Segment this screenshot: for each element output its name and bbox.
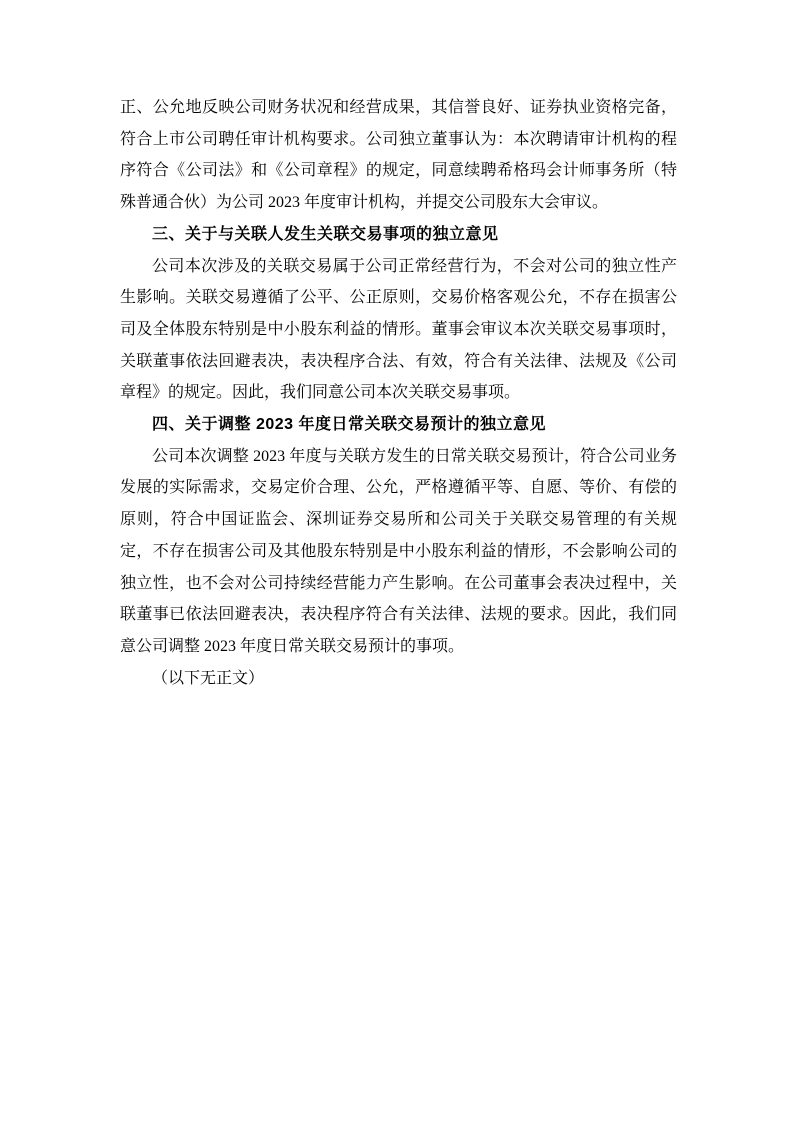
document-body — [120, 92, 677, 694]
paragraph-audit-opinion-continuation: 正、公允地反映公司财务状况和经营成果，其信誉良好、证券执业资格完备，符合上市公司聘任审计机构要求。公司独立董事认为：本次聘请审计机构的程序符合《公司法》和《公司章程》的规定，同意续聘希格玛会计师事务所（特殊普通合伙）为公司 2023 年度审计机构，并提交公司股东大会审议。 — [120, 99, 677, 212]
paragraph-related-transaction-opinion: 公司本次涉及的关联交易属于公司正常经营行为，不会对公司的独立性产生影响。关联交易遵循了公平、公正原则，交易价格客观公允，不存在损害公司及全体股东特别是中小股东利益的情形。董事会审议本次关联交易事项时，关联董事依法回避表决，表决程序合法、有效，符合有关法律、法规及《公司章程》的规定。因此，我们同意公司本次关联交易事项。 — [120, 257, 677, 402]
closing-note: （以下无正文） — [152, 669, 265, 687]
section-heading-3: 三、关于与关联人发生关联交易事项的独立意见 — [152, 225, 499, 243]
section-heading-4: 四、关于调整 2023 年度日常关联交易预计的独立意见 — [152, 416, 546, 434]
paragraph-adjustment-opinion: 公司本次调整 2023 年度与关联方发生的日常关联交易预计，符合公司业务发展的实际需求，交易定价合理、公允，严格遵循平等、自愿、等价、有偿的原则，符合中国证监会、深圳证券交易所和公司关于关联交易管理的有关规定，不存在损害公司及其他股东特别是中小股东利益的情形，不会影响公司的独立性，也不会对公司持续经营能力产生影响。在公司董事会表决过程中，关联董事已依法回避表决，表决程序符合有关法律、法规的要求。因此，我们同意公司调整 2023 年度日常关联交易预计的事项。 — [120, 447, 677, 655]
